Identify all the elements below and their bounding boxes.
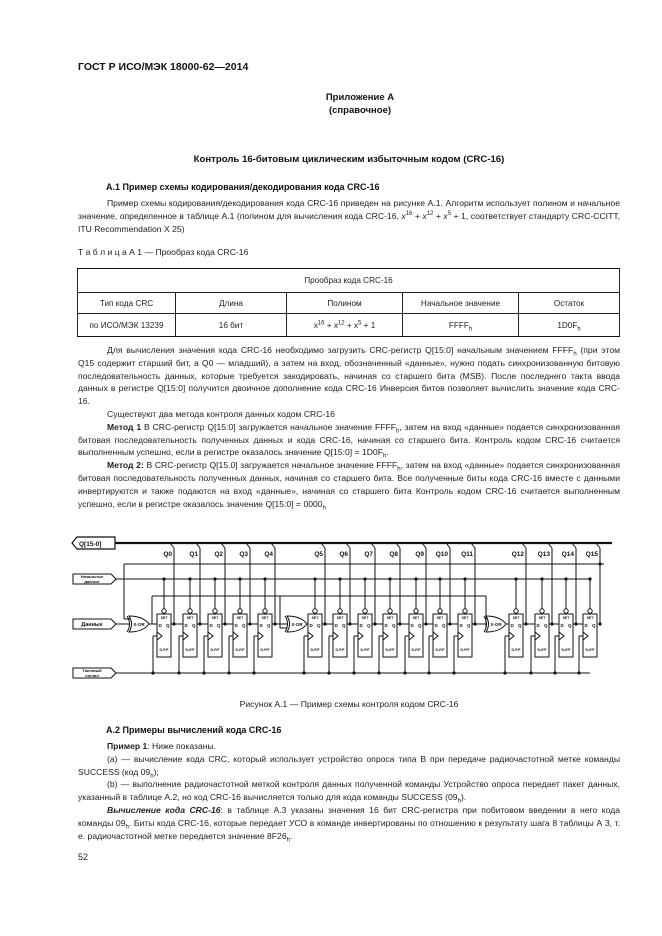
ff-set-label: SET <box>236 616 244 620</box>
text-run: В CRC-регистр Q[15:0] загружается начальное значение FFFF <box>141 421 397 432</box>
set-inversion-bubble <box>514 609 518 613</box>
ff-set-label: SET <box>186 616 194 620</box>
text-run: Пример 1 <box>107 741 148 751</box>
ff-q-label: Q <box>518 623 522 628</box>
ff-name-label: D-F/F <box>210 648 220 652</box>
ff-set-label: SET <box>436 616 444 620</box>
text-run: Вычисление кода CRC-16 <box>107 804 221 815</box>
junction-dot <box>348 622 351 625</box>
text-run: 16 <box>317 319 325 326</box>
ff-d-label: D <box>184 623 188 628</box>
ff-d-label: D <box>259 623 263 628</box>
junction-dot <box>403 671 406 674</box>
junction-dot <box>363 577 366 580</box>
junction-dot <box>252 671 255 674</box>
junction-dot <box>263 577 266 580</box>
junction-dot <box>529 671 532 674</box>
text-run: x <box>443 210 448 221</box>
ff-d-label: D <box>209 623 213 628</box>
junction-dot <box>550 622 553 625</box>
q-label-4: Q4 <box>264 551 273 558</box>
set-inversion-bubble <box>463 609 467 613</box>
ff-q-label: Q <box>544 623 548 628</box>
junction-dot <box>313 577 316 580</box>
junction-dot <box>574 622 577 625</box>
junction-dot <box>553 671 556 674</box>
text-run: (a) — вычисление кода CRC, который использует устройство опроса типа B при передаче радиочастотной метке команды SUCCESS (код 09 <box>78 753 620 777</box>
ff-q-label: Q <box>267 623 271 628</box>
figure-caption: Рисунок А.1 — Пример схемы контроля кодом CRC-16 <box>239 699 459 709</box>
text-run: h <box>286 837 290 844</box>
ff-d-label: D <box>459 623 463 628</box>
text-run: . <box>386 447 389 458</box>
ff-d-label: D <box>158 623 162 628</box>
set-inversion-bubble <box>338 609 342 613</box>
bus-label: Q[15-0] <box>79 541 102 548</box>
text-run: (b) — выполнение радиочастотной меткой контроля данных полученной команды Устройство опроса передает пакет данных, указанный в таблице А.2, но код CRC-16 вычисляется только для кода команды SUCCESS (09 <box>78 779 620 803</box>
set-inversion-bubble <box>213 609 217 613</box>
ff-q-label: Q <box>568 623 572 628</box>
table-caption: Т а б л и ц а А 1 — Прообраз кода CRC-16 <box>78 247 249 257</box>
ff-d-label: D <box>334 623 338 628</box>
ff-d-label: D <box>309 623 313 628</box>
text-run: + <box>433 210 444 221</box>
text-run: h <box>573 351 577 358</box>
junction-dot <box>338 577 341 580</box>
text-run: (при этом Q15 содержит старший бит, а Q0 — младший), а затем на вход, обозначенный «данные», нужно подать синхронизованную битовую последовательность данных, которые требуется закодировать, начиная со старшего бита (MSB). После последнего такта ввода данных в регистре Q[15:0] получится двоичное дополнение кода CRC-16 Инверсия битов позволяет вычислить значение кода CRC-16. <box>78 345 621 407</box>
q-label-1: Q1 <box>189 551 198 558</box>
ff-set-label: SET <box>261 616 269 620</box>
text-run: h <box>457 798 461 805</box>
junction-dot <box>188 577 191 580</box>
text-run: x <box>422 210 427 221</box>
text-run: h <box>577 326 581 333</box>
set-inversion-bubble <box>388 609 392 613</box>
text-run: FFFF <box>448 320 469 330</box>
text-run: x <box>401 210 406 221</box>
ff-q-label: Q <box>442 623 446 628</box>
text-run: Существуют два метода контроля данных кодом CRC-16 <box>107 408 335 419</box>
text-run: : в таблице А.3 указаны значения 16 бит CRC-регистра при побитовом введении в него кода команды 09 <box>78 804 620 828</box>
ff-set-label: SET <box>412 616 420 620</box>
q-label-8: Q8 <box>389 551 398 558</box>
junction-dot <box>323 622 326 625</box>
document-header: ГОСТ Р ИСО/МЭК 18000-62—2014 <box>78 61 249 73</box>
junction-dot <box>514 577 517 580</box>
column-header: Начальное значение <box>403 293 519 314</box>
ff-q-label: Q <box>392 623 396 628</box>
q-label-6: Q6 <box>339 551 348 558</box>
text-run: h <box>468 326 473 333</box>
q-label-14: Q14 <box>561 551 574 558</box>
ff-set-label: SET <box>562 616 570 620</box>
junction-dot <box>438 577 441 580</box>
ff-q-label: Q <box>242 623 246 628</box>
xor-label: X-OR <box>133 622 145 627</box>
cell-length: 16 бит <box>176 314 287 337</box>
q-label-2: Q2 <box>214 551 223 558</box>
ff-q-label: Q <box>367 623 371 628</box>
ff-q-label: Q <box>217 623 221 628</box>
ff-d-label: D <box>359 623 363 628</box>
text-run: Для вычисления значения кода CRC-16 необходимо загрузить CRC-регистр Q[15:0] начальным значением FFFF <box>107 345 574 355</box>
junction-dot <box>202 671 205 674</box>
ff-d-label: D <box>384 623 388 628</box>
ff-name-label: D-F/F <box>460 648 470 652</box>
q-label-3: Q3 <box>239 551 248 558</box>
xor-label: X-OR <box>291 622 303 627</box>
text-run: + x <box>324 320 338 330</box>
ff-d-label: D <box>434 623 438 628</box>
initial-data-label: данные <box>84 579 100 584</box>
ff-name-label: D-F/F <box>561 648 571 652</box>
ff-set-label: SET <box>461 616 469 620</box>
ff-set-label: SET <box>586 616 594 620</box>
junction-dot <box>177 671 180 674</box>
junction-dot <box>414 577 417 580</box>
ff-d-label: D <box>234 623 238 628</box>
text-run: 5 <box>447 210 452 217</box>
text-run: 1D0F <box>557 320 578 330</box>
paragraph <box>78 804 620 842</box>
junction-dot <box>327 671 330 674</box>
junction-dot <box>598 562 601 565</box>
ff-q-label: Q <box>342 623 346 628</box>
annex-note: (справочное) <box>328 105 392 116</box>
text-run: x <box>313 320 318 330</box>
set-inversion-bubble <box>363 609 367 613</box>
junction-dot <box>223 622 226 625</box>
text-run: : Ниже показаны. <box>147 741 217 751</box>
ff-set-label: SET <box>386 616 394 620</box>
junction-dot <box>540 577 543 580</box>
junction-dot <box>248 622 251 625</box>
text-run: h <box>125 824 129 831</box>
set-inversion-bubble <box>238 609 242 613</box>
appendix-title: Контроль 16-битовым циклическим избыточным кодом (CRC-16) <box>193 154 505 165</box>
junction-dot <box>302 671 305 674</box>
junction-dot <box>473 622 476 625</box>
cell-type: по ИСО/МЭК 13239 <box>78 314 176 337</box>
ff-d-label: D <box>560 623 564 628</box>
junction-dot <box>463 577 466 580</box>
junction-dot <box>427 671 430 674</box>
paragraph <box>78 778 620 804</box>
text-run: , затем на вход «данные» подается синхронизованная битовая последовательность полученных данных, начиная со старшего бита. Все полученные биты кода CRC-16 вместе с данными инвертируются и также подаются на вход «данные», начиная со старшего бита Контроль кодом CRC-16 считается выполненным успешно, если в регистре оказалось значение Q[15:0] = 0000 <box>78 460 620 509</box>
text-run: Метод 2: <box>107 460 144 471</box>
xor-label: X-OR <box>490 622 502 627</box>
text-run: h <box>397 466 401 473</box>
column-header: Длина <box>176 293 287 314</box>
junction-dot <box>238 577 241 580</box>
text-run: h <box>382 454 387 461</box>
text-run: + 1 <box>361 320 376 330</box>
ff-q-label: Q <box>592 623 596 628</box>
ff-set-label: SET <box>512 616 520 620</box>
junction-dot <box>273 622 276 625</box>
text-run: . Биты кода CRC-16, которые передает УСО в команде инвертированы по отношению к результату шага 8 таблицы А 3, т. е. радиочастотной метке передается значение 8F26 <box>78 817 620 841</box>
ff-set-label: SET <box>211 616 219 620</box>
text-run: ); <box>153 766 159 777</box>
set-inversion-bubble <box>564 609 568 613</box>
ff-name-label: D-F/F <box>511 648 521 652</box>
ff-d-label: D <box>510 623 514 628</box>
section-a2-text <box>78 740 620 842</box>
ff-set-label: SET <box>336 616 344 620</box>
junction-dot <box>503 671 506 674</box>
q-label-13: Q13 <box>537 551 550 558</box>
q-label-7: Q7 <box>364 551 373 558</box>
ff-name-label: D-F/F <box>185 648 195 652</box>
q-label-15: Q15 <box>585 551 598 558</box>
section-a1-heading: А.1 Пример схемы кодирования/декодирования кода CRC-16 <box>106 182 380 192</box>
ff-name-label: D-F/F <box>260 648 270 652</box>
text-run: 12 <box>337 319 345 326</box>
set-inversion-bubble <box>438 609 442 613</box>
data-input-label: Данные <box>81 622 103 628</box>
junction-dot <box>564 577 567 580</box>
text-run: 12 <box>426 210 434 217</box>
ff-set-label: SET <box>311 616 319 620</box>
column-header: Полином <box>287 293 403 314</box>
ff-q-label: Q <box>418 623 422 628</box>
ff-q-label: Q <box>317 623 321 628</box>
ff-d-label: D <box>410 623 414 628</box>
q-label-5: Q5 <box>314 551 323 558</box>
junction-dot <box>588 577 591 580</box>
q-label-9: Q9 <box>415 551 424 558</box>
set-inversion-bubble <box>188 609 192 613</box>
q-label-12: Q12 <box>511 551 524 558</box>
junction-dot <box>151 671 154 674</box>
set-inversion-bubble <box>263 609 267 613</box>
junction-dot <box>524 622 527 625</box>
text-run: + <box>412 210 423 221</box>
text-run: 16 <box>405 210 413 217</box>
q-label-10: Q10 <box>435 551 448 558</box>
text-run: . <box>289 830 293 841</box>
junction-dot <box>172 622 175 625</box>
ff-name-label: D-F/F <box>159 648 169 652</box>
ff-set-label: SET <box>538 616 546 620</box>
text-run: h <box>396 428 400 435</box>
ff-name-label: D-F/F <box>537 648 547 652</box>
junction-dot <box>598 622 601 625</box>
junction-dot <box>388 577 391 580</box>
ff-q-label: Q <box>467 623 471 628</box>
page-number: 52 <box>78 852 89 862</box>
text-run: Пример схемы кодирования/декодирования кода CRC-16 приведен на рисунке А.1. Алгоритм использует полином и начальное значение, определенное в таблице А.1 (полином для вычисления кода CRC-16, <box>78 198 620 221</box>
ff-name-label: D-F/F <box>310 648 320 652</box>
column-header: Остаток <box>519 293 620 314</box>
text-run: + 1, соответствует стандарту CRC-CCITT, ITU Recommendation X 25) <box>78 210 621 234</box>
section-a2-heading: А.2 Примеры вычислений кода CRC-16 <box>106 725 282 735</box>
set-inversion-bubble <box>313 609 317 613</box>
set-inversion-bubble <box>414 609 418 613</box>
text-run: , затем на вход «данные» подается синхронизованная битовая последовательность полученных данных и кода CRC-16, начиная со старшего бита. Контроль кодом CRC-16 считается выполненным успешно, если в регистре оказалось значение Q[15:0] = 1D0F <box>78 421 620 458</box>
text-run: 5 <box>358 319 362 326</box>
annex-title: Приложение А <box>325 92 395 103</box>
text-run: h <box>150 773 154 780</box>
junction-dot <box>577 671 580 674</box>
set-inversion-bubble <box>162 609 166 613</box>
ff-name-label: D-F/F <box>435 648 445 652</box>
set-inversion-bubble <box>540 609 544 613</box>
clock-input-label: Тактовый <box>82 668 102 673</box>
ff-q-label: Q <box>166 623 170 628</box>
paragraph <box>78 740 620 753</box>
ff-set-label: SET <box>361 616 369 620</box>
ff-d-label: D <box>584 623 588 628</box>
ff-name-label: D-F/F <box>585 648 595 652</box>
junction-dot <box>198 622 201 625</box>
junction-dot <box>452 671 455 674</box>
text-run: Метод 1 <box>107 421 142 432</box>
text-run: h <box>322 505 326 512</box>
junction-dot <box>213 577 216 580</box>
set-inversion-bubble <box>588 609 592 613</box>
table-group-header: Прообраз кода CRC-16 <box>78 269 620 293</box>
q-label-11: Q11 <box>461 551 473 558</box>
junction-dot <box>424 622 427 625</box>
text-run: ). <box>460 792 467 803</box>
column-header: Тип кода CRC <box>78 293 176 314</box>
ff-name-label: D-F/F <box>411 648 421 652</box>
junction-dot <box>352 671 355 674</box>
text-run: + x <box>344 320 359 330</box>
ff-name-label: D-F/F <box>235 648 245 652</box>
ff-name-label: D-F/F <box>360 648 370 652</box>
ff-name-label: D-F/F <box>335 648 345 652</box>
junction-dot <box>162 577 165 580</box>
ff-q-label: Q <box>192 623 196 628</box>
junction-dot <box>227 671 230 674</box>
junction-dot <box>398 622 401 625</box>
text-run: В CRC-регистр Q[15.0] загружается начальное значение FFFF <box>143 460 398 471</box>
junction-dot <box>373 622 376 625</box>
q-label-0: Q0 <box>163 551 172 558</box>
ff-name-label: D-F/F <box>385 648 395 652</box>
ff-set-label: SET <box>160 616 168 620</box>
junction-dot <box>377 671 380 674</box>
paragraph <box>78 753 620 779</box>
initial-data-label: Начальные <box>80 574 104 579</box>
clock-input-label: сигнал <box>85 673 99 678</box>
junction-dot <box>448 622 451 625</box>
ff-d-label: D <box>536 623 540 628</box>
